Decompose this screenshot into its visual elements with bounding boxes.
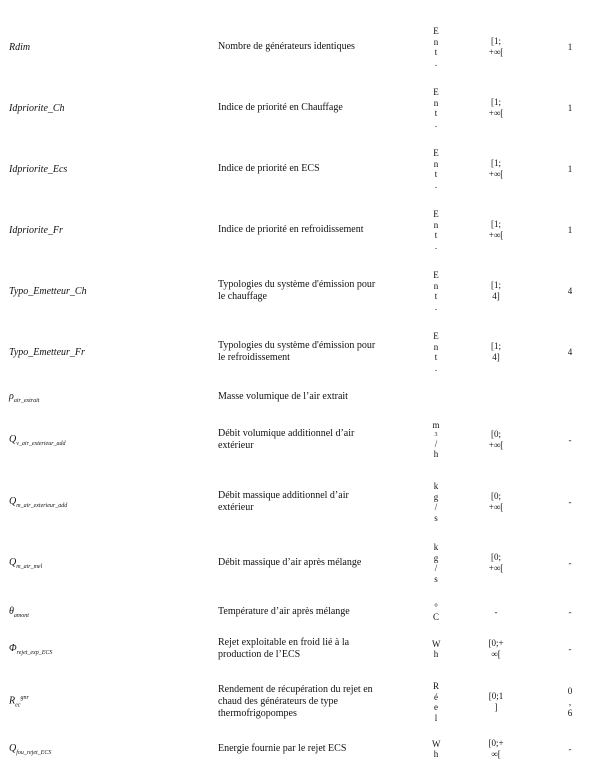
range-line: [0;+ [488, 638, 504, 648]
table-row [0, 600, 590, 624]
parameter-description: Rejet exploitable en froid lié à la production de l’ECS [218, 637, 350, 660]
table-row [0, 330, 590, 374]
default-line: - [568, 743, 572, 754]
parameter-name: $\rho_{air\_extrait}$ [9, 390, 40, 404]
parameter-name: $Q_{fou\_rejet\_ECS}$ [9, 742, 52, 756]
parameter-default [563, 416, 577, 464]
parameter-default [563, 25, 577, 69]
unit-char: / [434, 563, 438, 573]
parameter-name: $\Phi_{rejet\_exp\_ECS}$ [9, 642, 53, 656]
unit-char: n [433, 219, 439, 230]
unit-char: n [433, 36, 439, 47]
range-line: [1; [491, 36, 501, 46]
unit-char: / [434, 438, 438, 449]
range-line: - [494, 606, 498, 617]
unit-char: E [433, 148, 439, 158]
table-row [0, 416, 590, 464]
unit-char: E [433, 209, 439, 219]
unit-char: t [434, 230, 438, 240]
parameter-unit [432, 600, 440, 624]
unit-char: E [433, 87, 439, 97]
range-line: [1; [491, 280, 501, 290]
range-line: [0;+ [488, 738, 504, 748]
default-line: , [568, 696, 572, 707]
unit-char: s [434, 512, 438, 523]
unit-char: ° [434, 601, 438, 612]
parameter-description: Débit massique d’air après mélange [218, 557, 362, 568]
unit-char: n [433, 158, 439, 169]
unit-char: . [434, 240, 438, 251]
unit-char: t [434, 169, 438, 179]
unit-char: . [434, 301, 438, 312]
parameter-default [563, 269, 577, 313]
unit-char: E [433, 331, 439, 341]
unit-char: W [432, 738, 441, 749]
unit-char: h [433, 649, 439, 659]
parameter-unit [432, 390, 440, 404]
unit-char: . [434, 362, 438, 373]
table-row [0, 738, 590, 760]
table-row [0, 478, 590, 526]
default-line: 1 [567, 163, 573, 174]
parameter-name: Rdim [9, 41, 31, 53]
parameter-range [484, 600, 508, 624]
unit-char: n [433, 341, 439, 352]
parameter-description: Rendement de récupération du rejet en chaud des générateurs de type thermofrigopompes [218, 684, 373, 719]
unit-char: k [433, 542, 439, 552]
range-line: [1; [491, 97, 501, 107]
parameter-description: Indice de priorité en refroidissement [218, 224, 364, 235]
parameter-description: Nombre de générateurs identiques [218, 41, 355, 52]
unit-char: g [433, 491, 439, 502]
parameter-description: Masse volumique de l’air extrait [218, 391, 348, 402]
unit-char: E [433, 270, 439, 280]
range-line: [1; [491, 341, 501, 351]
range-line: +∞[ [488, 169, 504, 179]
parameter-range [484, 147, 508, 191]
range-line: 4] [492, 291, 500, 301]
parameter-unit [432, 86, 440, 130]
parameter-name: Typo_Emetteur_Ch [9, 285, 87, 297]
default-line: 6 [567, 707, 573, 718]
parameter-description: Débit volumique additionnel d’air extérieur [218, 428, 355, 451]
range-line: [0;1 [488, 691, 504, 701]
unit-char: . [434, 118, 438, 129]
unit-char: h [433, 449, 439, 460]
range-line: +∞[ [488, 47, 504, 57]
range-line: [1; [491, 158, 501, 168]
table-row [0, 390, 590, 404]
parameter-description: Température d’air après mélange [218, 606, 350, 617]
parameter-name: $\theta_{amont}$ [9, 605, 29, 619]
unit-char: . [434, 179, 438, 190]
default-line: 4 [567, 285, 573, 296]
parameter-unit [432, 147, 440, 191]
parameter-name: Idpriorite_Ecs [9, 163, 68, 175]
unit-char: n [433, 280, 439, 291]
default-line: 1 [567, 41, 573, 52]
default-line: - [568, 434, 572, 445]
parameter-default [563, 636, 577, 662]
parameter-range [484, 539, 508, 587]
unit-char: s [434, 573, 438, 584]
parameter-default [563, 330, 577, 374]
parameter-range [484, 636, 508, 662]
default-line: - [568, 557, 572, 568]
parameter-range [484, 680, 508, 724]
parameter-name: $Q_{m\_air\_mel}$ [9, 556, 43, 570]
parameter-name: Idpriorite_Fr [9, 224, 63, 236]
unit-char: k [433, 481, 439, 491]
range-line: [1; [491, 219, 501, 229]
parameter-unit [432, 539, 440, 587]
unit-char: e [434, 702, 438, 712]
range-line: +∞[ [488, 563, 504, 573]
range-line: ] [494, 702, 498, 712]
parameter-default [563, 86, 577, 130]
unit-char: t [434, 47, 438, 57]
range-line: +∞[ [488, 502, 504, 512]
parameter-default [563, 680, 577, 724]
unit-char: E [433, 26, 439, 36]
parameter-unit [432, 330, 440, 374]
parameter-unit [432, 208, 440, 252]
unit-char: / [434, 502, 438, 512]
parameter-range [484, 86, 508, 130]
parameter-range [484, 738, 508, 760]
default-line: 1 [567, 224, 573, 235]
default-line: - [568, 496, 572, 507]
unit-char: t [434, 108, 438, 118]
unit-char: n [433, 97, 439, 108]
range-line: [0; [491, 491, 501, 501]
default-line: - [568, 606, 572, 617]
parameter-name: Typo_Emetteur_Fr [9, 346, 85, 358]
parameter-range [484, 330, 508, 374]
default-line: - [568, 643, 572, 654]
table-row [0, 147, 590, 191]
table-row [0, 25, 590, 69]
unit-char: t [434, 291, 438, 301]
parameter-unit [432, 25, 440, 69]
unit-char: t [434, 352, 438, 362]
default-line: 0 [567, 685, 573, 696]
table-row [0, 539, 590, 587]
table-row [0, 208, 590, 252]
default-line: 4 [567, 346, 573, 357]
parameter-description: Typologies du système d'émission pour le refroidissement [218, 340, 376, 363]
parameter-range [484, 390, 508, 404]
parameter-unit [432, 636, 440, 662]
parameter-range [484, 416, 508, 464]
parameter-description: Energie fournie par le rejet ECS [218, 743, 347, 754]
range-line: ∞[ [491, 649, 501, 659]
range-line: [0; [491, 429, 501, 439]
default-line: 1 [567, 102, 573, 113]
range-line: 4] [492, 352, 500, 362]
parameter-default [563, 208, 577, 252]
unit-char: m [432, 420, 440, 431]
parameter-unit [432, 478, 440, 526]
range-line: ∞[ [491, 749, 501, 759]
table-row [0, 269, 590, 313]
parameter-unit [432, 680, 440, 724]
parameter-unit [432, 269, 440, 313]
parameter-description: Indice de priorité en Chauffage [218, 102, 343, 113]
parameter-unit [432, 416, 440, 464]
parameter-description: Indice de priorité en ECS [218, 163, 320, 174]
parameter-default [563, 147, 577, 191]
unit-char: C [432, 612, 439, 622]
range-line: [0; [491, 552, 501, 562]
unit-char: l [434, 712, 438, 723]
unit-char: g [433, 552, 439, 563]
unit-char: R [432, 681, 439, 691]
parameter-range [484, 269, 508, 313]
parameter-default [563, 738, 577, 760]
parameter-default [563, 539, 577, 587]
table-row [0, 680, 590, 724]
parameter-name: $Q_{m\_air\_exterieur\_add}$ [9, 495, 68, 509]
parameter-unit [432, 738, 440, 760]
parameter-range [484, 208, 508, 252]
unit-char: W [432, 638, 441, 649]
parameter-name: Idpriorite_Ch [9, 102, 65, 114]
parameter-default [563, 390, 577, 404]
table-row [0, 636, 590, 662]
table-row [0, 86, 590, 130]
parameter-range [484, 25, 508, 69]
unit-char: 3 [434, 431, 438, 438]
parameter-default [563, 600, 577, 624]
unit-char: h [433, 749, 439, 759]
parameter-description: Débit massique additionnel d’air extérieur [218, 490, 349, 513]
unit-char: . [434, 57, 438, 68]
parameter-name: $Q_{v\_air\_exterieur\_add}$ [9, 433, 66, 447]
unit-char: é [434, 691, 438, 702]
parameter-description: Typologies du système d'émission pour le chauffage [218, 279, 376, 302]
range-line: +∞[ [488, 108, 504, 118]
parameter-range [484, 478, 508, 526]
parameter-name: $R_{ec}^{gnr}$ [9, 695, 29, 709]
parameter-default [563, 478, 577, 526]
range-line: +∞[ [488, 440, 504, 450]
range-line: +∞[ [488, 230, 504, 240]
